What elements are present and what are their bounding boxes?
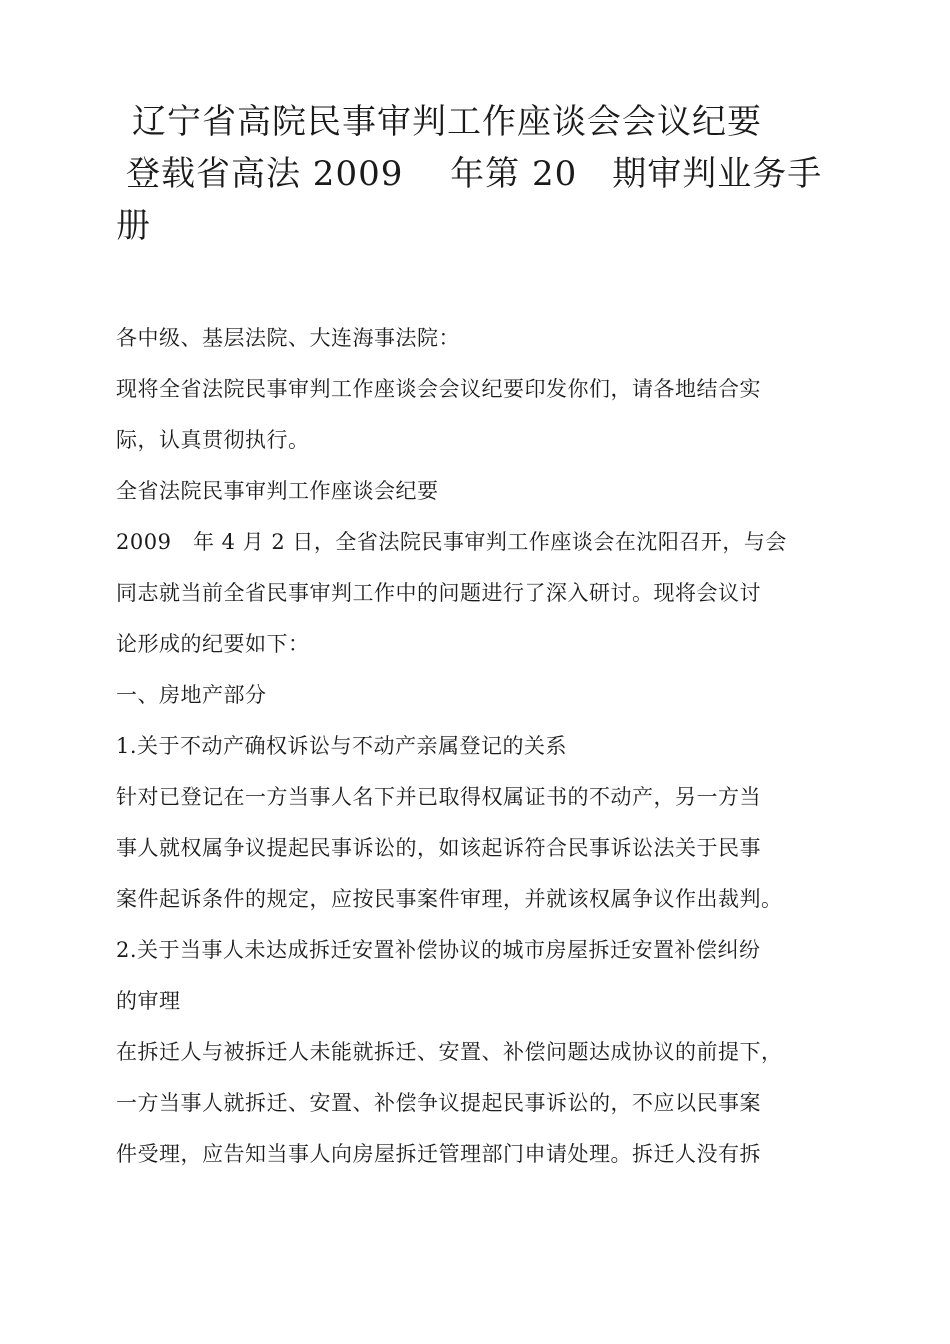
body-line-8: 一、房地产部分 — [116, 683, 267, 707]
body-line-11: 事人就权属争议提起民事诉讼的，如该起诉符合民事诉讼法关于民事 — [116, 836, 761, 860]
title-line-2: 登载省高法 2009 年第 20 期审判业务手 — [126, 154, 823, 194]
body-line-1: 各中级、基层法院、大连海事法院： — [116, 326, 460, 350]
body-line-13: 2.关于当事人未达成拆迁安置补偿协议的城市房屋拆迁安置补偿纠纷 — [116, 938, 761, 962]
body-line-2: 现将全省法院民事审判工作座谈会会议纪要印发你们，请各地结合实 — [116, 377, 761, 401]
body-line-12: 案件起诉条件的规定，应按民事案件审理，并就该权属争议作出裁判。 — [116, 887, 783, 911]
title-line-1: 辽宁省高院民事审判工作座谈会会议纪要 — [132, 102, 762, 142]
body-line-14: 的审理 — [116, 989, 181, 1013]
body-line-10: 针对已登记在一方当事人名下并已取得权属证书的不动产，另一方当 — [116, 785, 761, 809]
document-title — [116, 96, 846, 252]
title-line-3: 册 — [116, 206, 151, 246]
body-line-15: 在拆迁人与被拆迁人未能就拆迁、安置、补偿问题达成协议的前提下， — [116, 1040, 783, 1064]
body-line-9: 1.关于不动产确权诉讼与不动产亲属登记的关系 — [116, 734, 568, 758]
document-body — [116, 313, 846, 1180]
body-line-7: 论形成的纪要如下： — [116, 632, 310, 656]
body-line-5: 2009 年 4 月 2 日，全省法院民事审判工作座谈会在沈阳召开，与会 — [116, 530, 787, 554]
body-line-6: 同志就当前全省民事审判工作中的问题进行了深入研讨。现将会议讨 — [116, 581, 761, 605]
body-line-3: 际，认真贯彻执行。 — [116, 428, 310, 452]
body-line-17: 件受理，应告知当事人向房屋拆迁管理部门申请处理。拆迁人没有拆 — [116, 1142, 761, 1166]
body-line-16: 一方当事人就拆迁、安置、补偿争议提起民事诉讼的，不应以民事案 — [116, 1091, 761, 1115]
body-line-4: 全省法院民事审判工作座谈会纪要 — [116, 479, 439, 503]
